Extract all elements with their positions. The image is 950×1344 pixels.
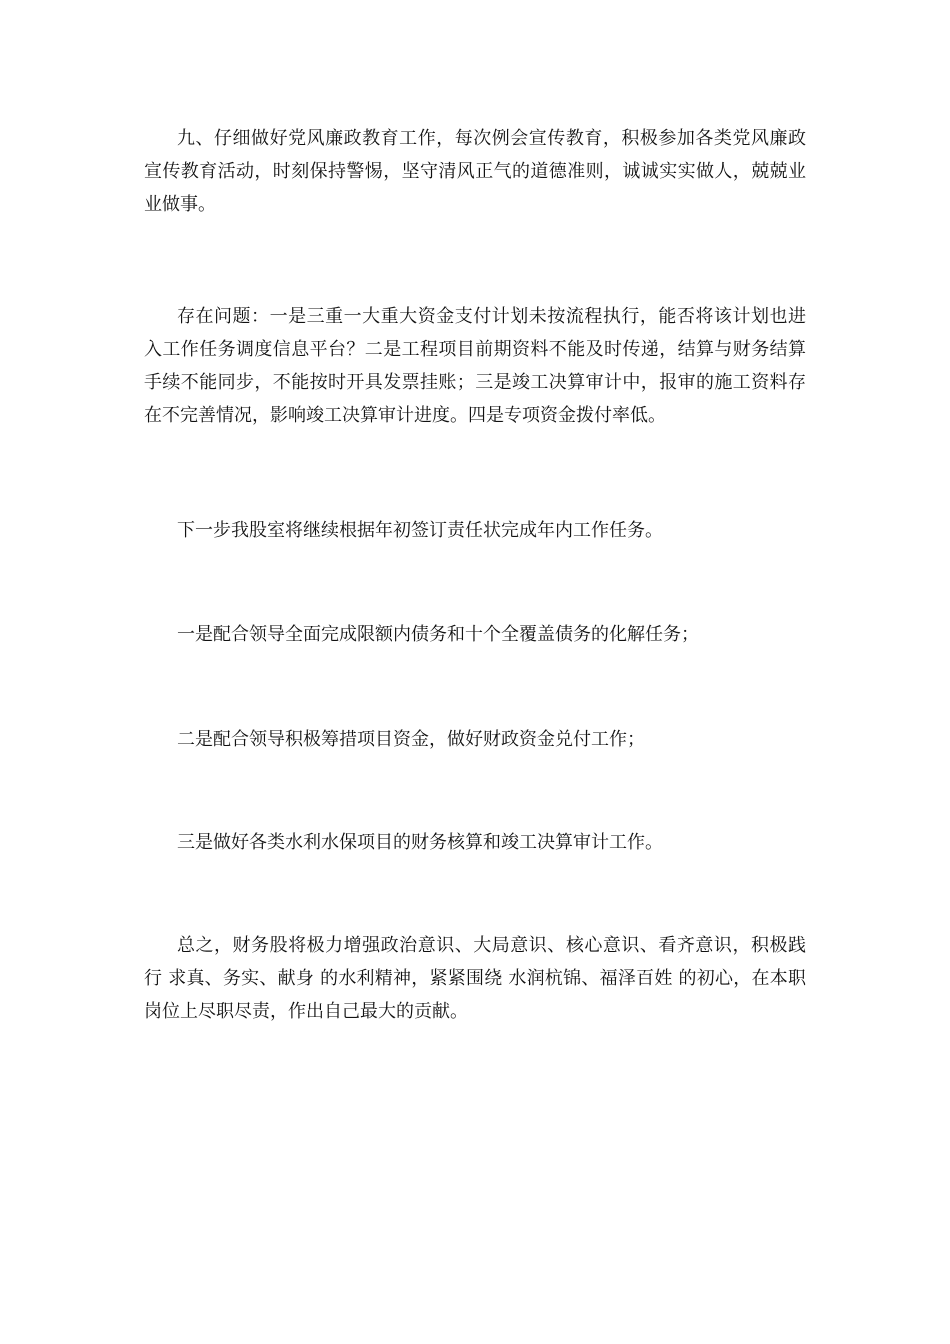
paragraph-existing-problems: 存在问题：一是三重一大重大资金支付计划未按流程执行，能否将该计划也进入工作任务调度信息平台？二是工程项目前期资料不能及时传递，结算与财务结算手续不能同步，不能按时开具发票挂账；三是竣工决算审计中，报审的施工资料存在不完善情况，影响竣工决算审计进度。四是专项资金拨付率低。 [144,306,806,426]
paragraph-summary: 总之，财务股将极力增强政治意识、大局意识、核心意识、看齐意识，积极践行 求真、务实、献身 的水利精神，紧紧围绕 水润杭锦、福泽百姓 的初心，在本职岗位上尽职尽责，作出自己最大的贡献。 [144,935,806,1022]
paragraph-task-two: 二是配合领导积极筹措项目资金，做好财政资金兑付工作； [177,729,645,750]
paragraph-party-education: 九、仔细做好党风廉政教育工作，每次例会宣传教育，积极参加各类党风廉政宣传教育活动，时刻保持警惕，坚守清风正气的道德准则，诚诚实实做人，兢兢业业做事。 [144,128,806,215]
paragraph-task-three: 三是做好各类水利水保项目的财务核算和竣工决算审计工作。 [177,832,663,853]
paragraph-task-one: 一是配合领导全面完成限额内债务和十个全覆盖债务的化解任务； [177,624,699,645]
paragraph-next-steps: 下一步我股室将继续根据年初签订责任状完成年内工作任务。 [177,520,663,541]
